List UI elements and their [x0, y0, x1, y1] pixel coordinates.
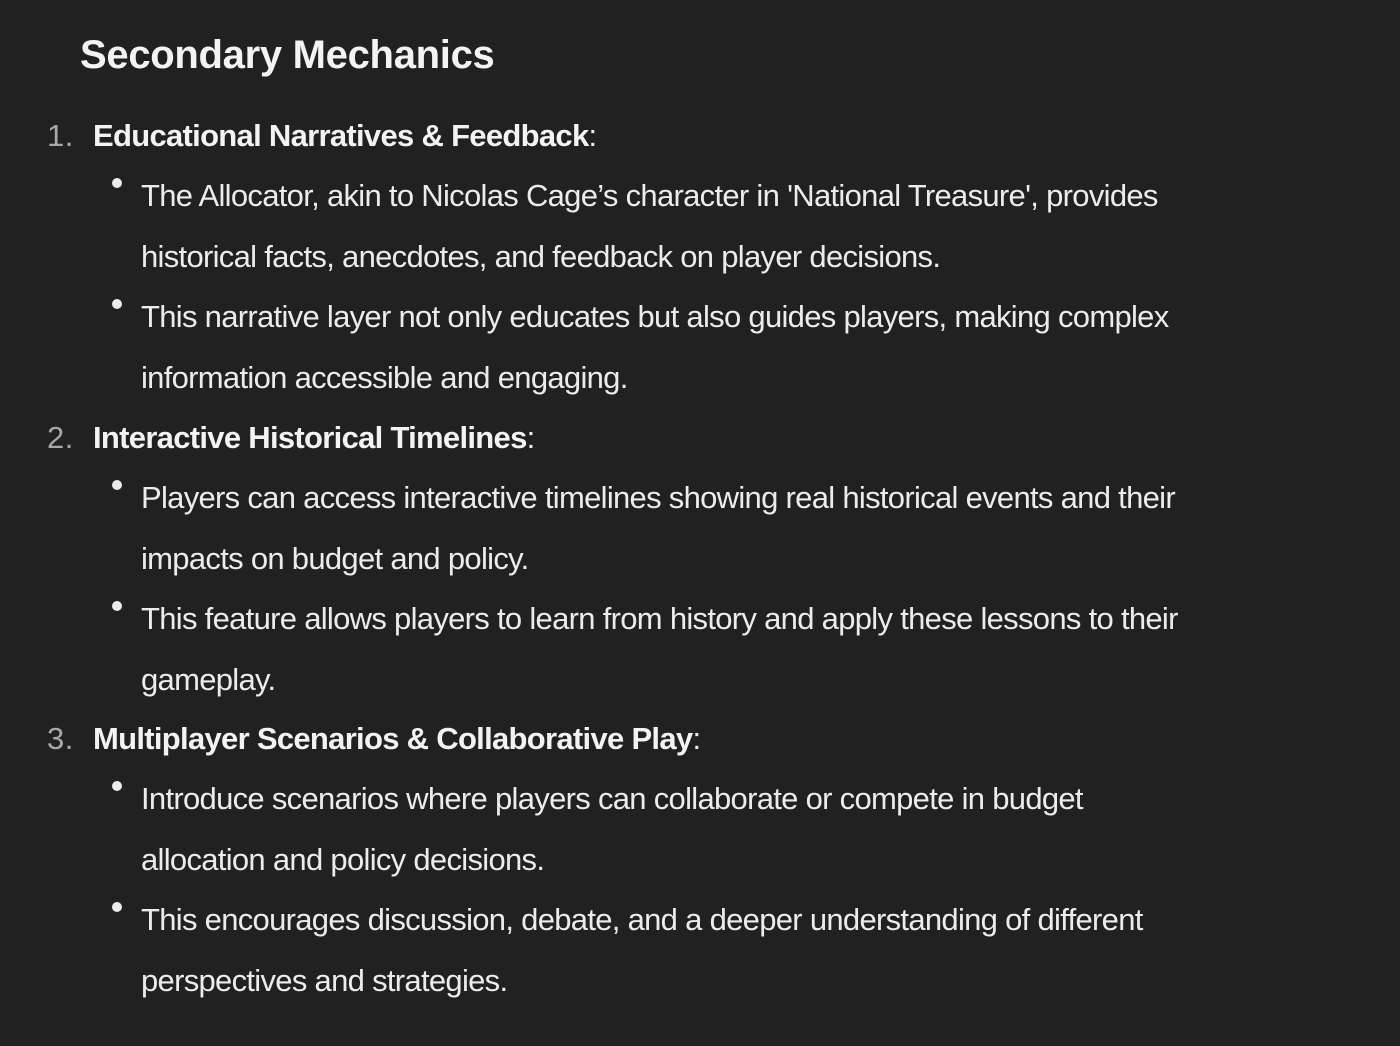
bullet-text-line: This feature allows players to learn from history and apply these lessons to their	[141, 601, 1178, 636]
bullet-item	[0, 589, 1400, 709]
bullet-dot-icon	[112, 781, 122, 791]
section-heading: Secondary Mechanics	[80, 33, 495, 77]
bullet-item	[0, 287, 1400, 407]
list-number: 3.	[47, 721, 74, 756]
bullet-text	[141, 769, 1369, 890]
list-item-title	[93, 418, 535, 458]
list-item-colon: :	[588, 118, 597, 153]
bullet-text-line: gameplay.	[141, 661, 276, 697]
list-item-title-text: Multiplayer Scenarios & Collaborative Play	[93, 721, 693, 756]
bullet-text-line: Introduce scenarios where players can collaborate or compete in budget	[141, 781, 1083, 816]
bullet-dot-icon	[112, 480, 122, 490]
bullet-text	[141, 890, 1369, 1011]
bullet-text	[141, 468, 1369, 589]
list-item-title	[93, 116, 596, 156]
bullet-text-line: information accessible and engaging.	[141, 359, 628, 395]
bullet-text-line: allocation and policy decisions.	[141, 841, 545, 877]
list-number: 2.	[47, 420, 74, 455]
bullet-item	[0, 166, 1400, 286]
bullet-item	[0, 769, 1400, 889]
bullet-text-line: This narrative layer not only educates but also guides players, making complex	[141, 299, 1169, 334]
list-item-title-row	[0, 719, 1400, 759]
list-item-colon: :	[692, 721, 701, 756]
bullet-item	[0, 890, 1400, 1010]
bullet-text	[141, 287, 1369, 408]
list-item-title	[93, 719, 700, 759]
bullet-text-line: The Allocator, akin to Nicolas Cage’s character in 'National Treasure', provides	[141, 178, 1158, 213]
bullet-text-line: Players can access interactive timelines showing real historical events and their	[141, 480, 1175, 515]
bullet-text-line: impacts on budget and policy.	[141, 540, 529, 576]
bullet-dot-icon	[112, 299, 122, 309]
bullet-text-line: This encourages discussion, debate, and a deeper understanding of different	[141, 902, 1143, 937]
bullet-item	[0, 468, 1400, 588]
list-item-colon: :	[526, 420, 535, 455]
list-item-title-row	[0, 116, 1400, 156]
bullet-dot-icon	[112, 178, 122, 188]
bullet-text-line: historical facts, anecdotes, and feedback on player decisions.	[141, 238, 941, 274]
list-item-title-text: Educational Narratives & Feedback	[93, 118, 589, 153]
bullet-dot-icon	[112, 601, 122, 611]
bullet-text	[141, 166, 1369, 287]
bullet-text	[141, 589, 1369, 710]
list-number: 1.	[47, 118, 74, 153]
bullet-text-line: perspectives and strategies.	[141, 962, 508, 998]
bullet-dot-icon	[112, 902, 122, 912]
list-item-title-row	[0, 418, 1400, 458]
list-item-title-text: Interactive Historical Timelines	[93, 420, 527, 455]
